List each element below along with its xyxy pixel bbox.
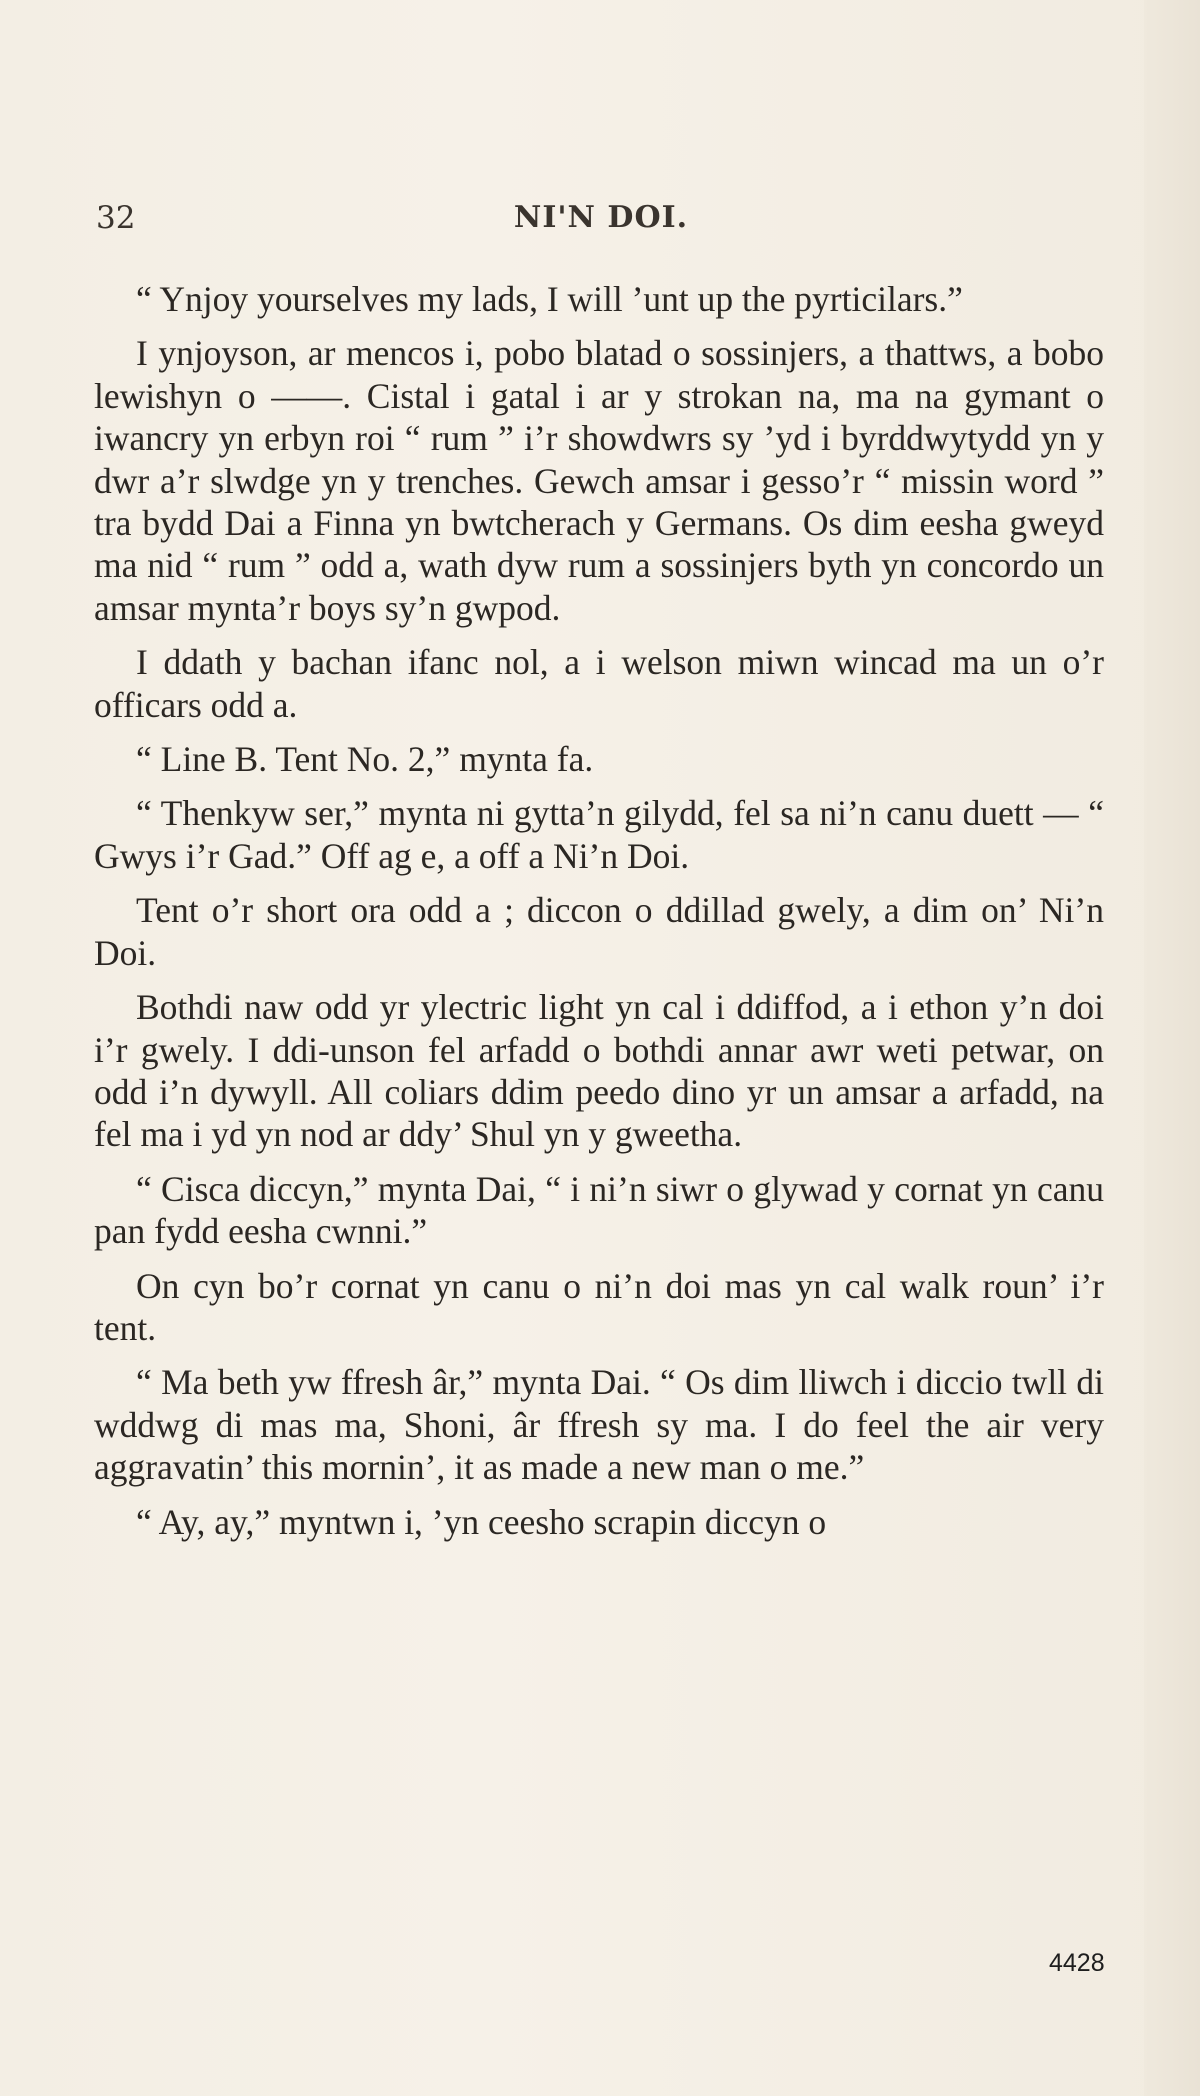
paragraph: Bothdi naw odd yr ylectric light yn cal i ddiffod, a i ethon y’n doi i’r gwely. I ddi-unson fel arfadd o bothdi annar awr weti petwar, on odd i’n dywyll. All coliars ddim peedo dino yr un amsar a arfadd, na fel ma i yd yn nod ar ddy’ Shul yn y gweetha. <box>94 987 1104 1155</box>
page-number: 32 <box>96 200 136 236</box>
paragraph: “ Thenkyw ser,” mynta ni gytta’n gilydd, fel sa ni’n canu duett — “ Gwys i’r Gad.” Off ag e, a off a Ni’n Doi. <box>94 793 1104 876</box>
paragraph: Tent o’r short ora odd a ; diccon o ddillad gwely, a dim on’ Ni’n Doi. <box>94 890 1104 973</box>
paragraph: “ Ynjoy yourselves my lads, I will ’unt up the pyrticilars.” <box>136 279 963 319</box>
body-text <box>94 278 1104 1555</box>
page-header <box>96 200 1106 250</box>
catalog-number: 4428 <box>1049 1949 1105 1977</box>
running-title: NI'N DOI. <box>513 200 689 235</box>
paragraph: I ynjoyson, ar mencos i, pobo blatad o sossinjers, a thattws, a bobo lewishyn o ——. Cistal i gatal i ar y strokan na, ma na gymant o iwancry yn erbyn roi “ rum ” i’r showdwrs sy ’yd i byrddwytydd yn y dwr a’r slwdge yn y trenches. Gewch amsar i gesso’r “ missin word ” tra bydd Dai a Finna yn bwtcherach y Germans. Os dim eesha gweyd ma nid “ rum ” odd a, wath dyw rum a sossinjers byth yn concordo un amsar mynta’r boys sy’n gwpod. <box>94 333 1104 628</box>
paragraph: I ddath y bachan ifanc nol, a i welson miwn wincad ma un o’r officars odd a. <box>94 642 1104 725</box>
paragraph: “ Cisca diccyn,” mynta Dai, “ i ni’n siwr o glywad y cornat yn canu pan fydd eesha cwnni.” <box>94 1168 1104 1252</box>
paragraph: On cyn bo’r cornat yn canu o ni’n doi mas yn cal walk roun’ i’r tent. <box>94 1265 1104 1348</box>
paragraph: “ Line B. Tent No. 2,” mynta fa. <box>136 739 594 780</box>
paragraph: “ Ma beth yw ffresh âr,” mynta Dai. “ Os dim lliwch i diccio twll di wddwg di mas ma, Shoni, âr ffresh sy ma. I do feel the air very aggravatin’ this mornin’, it as made a new man o me.” <box>94 1362 1104 1488</box>
page-edge <box>1144 0 1200 2096</box>
paragraph: “ Ay, ay,” myntwn i, ’yn ceesho scrapin diccyn o <box>136 1501 827 1542</box>
